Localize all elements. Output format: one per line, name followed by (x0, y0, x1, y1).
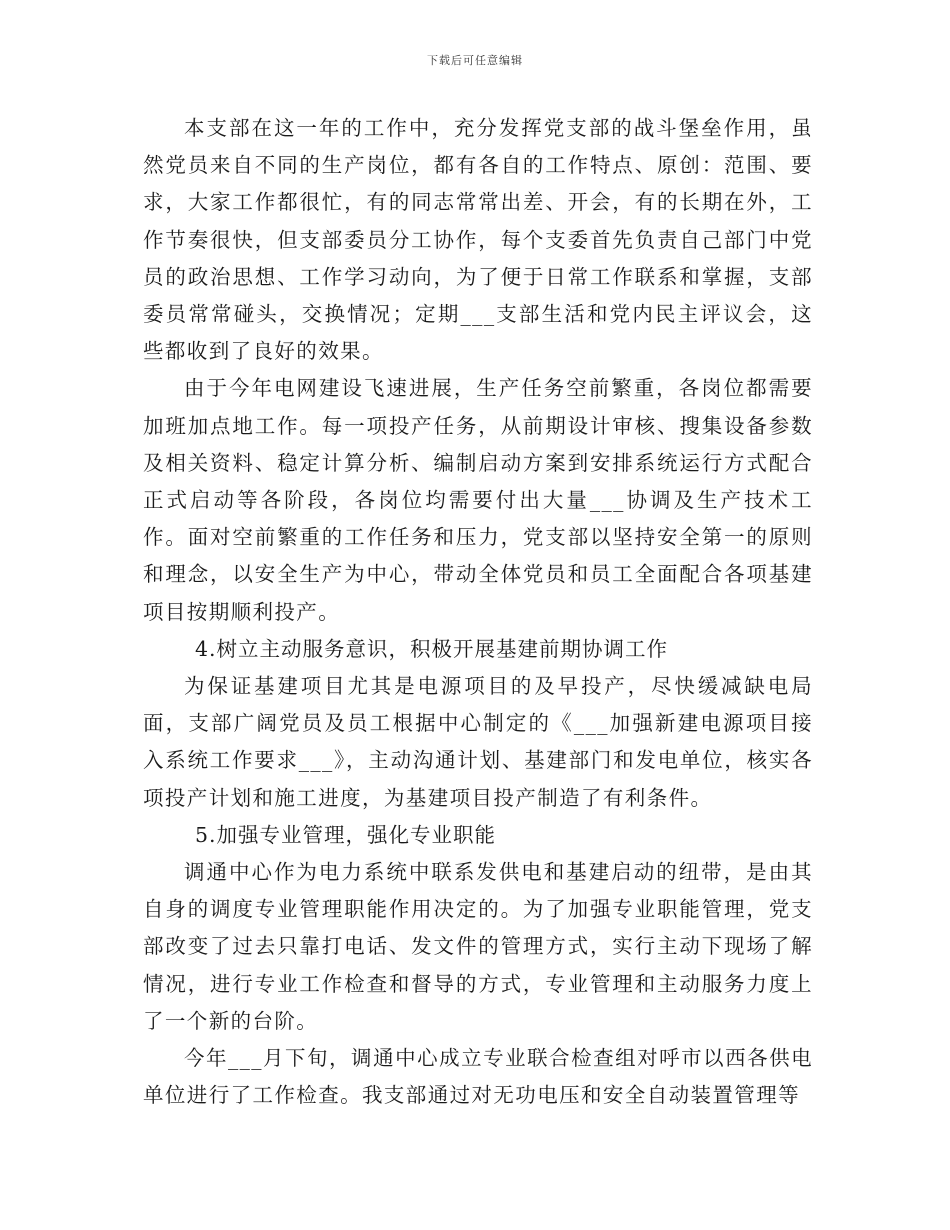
paragraph-2: 由于今年电网建设飞速进展，生产任务空前繁重，各岗位都需要加班加点地工作。每一项投产任务，从前期设计审核、搜集设备参数及相关资料、稳定计算分析、编制启动方案到安排系统运行方式配合正式启动等各阶段，各岗位均需要付出大量___协调及生产技术工作。面对空前繁重的工作任务和压力，党支部以坚持安全第一的原则和理念，以安全生产为中心，带动全体党员和员工全面配合各项基建项目按期顺利投产。 (143, 376, 813, 624)
section-heading-4: 4.树立主动服务意识，积极开展基建前期协调工作 (195, 636, 669, 661)
paragraph-4: 调通中心作为电力系统中联系发供电和基建启动的纽带，是由其自身的调度专业管理职能作用决定的。为了加强专业职能管理，党支部改变了过去只靠打电话、发文件的管理方式，实行主动下现场了解情况，进行专业工作检查和督导的方式，专业管理和主动服务力度上了一个新的台阶。 (143, 860, 813, 1033)
document-body (143, 110, 813, 1114)
paragraph-1: 本支部在这一年的工作中，充分发挥党支部的战斗堡垒作用，虽然党员来自不同的生产岗位，都有各自的工作特点、原创：范围、要求，大家工作都很忙，有的同志常常出差、开会，有的长期在外，工作节奏很快，但支部委员分工协作，每个支委首先负责自己部门中党员的政治思想、工作学习动向，为了便于日常工作联系和掌握，支部委员常常碰头，交换情况；定期___支部生活和党内民主评议会，这些都收到了良好的效果。 (143, 116, 813, 364)
section-heading-5: 5.加强专业管理，强化专业职能 (195, 822, 497, 847)
page-header: 下载后可任意编辑 (427, 54, 523, 67)
paragraph-5: 今年___月下旬，调通中心成立专业联合检查组对呼市以西各供电单位进行了工作检查。我支部通过对无功电压和安全自动装置管理等 (143, 1046, 813, 1108)
paragraph-3: 为保证基建项目尤其是电源项目的及早投产，尽快缓减缺电局面，支部广阔党员及员工根据中心制定的《___加强新建电源项目接入系统工作要求___》，主动沟通计划、基建部门和发电单位，核实各项投产计划和施工进度，为基建项目投产制造了有利条件。 (143, 674, 813, 810)
